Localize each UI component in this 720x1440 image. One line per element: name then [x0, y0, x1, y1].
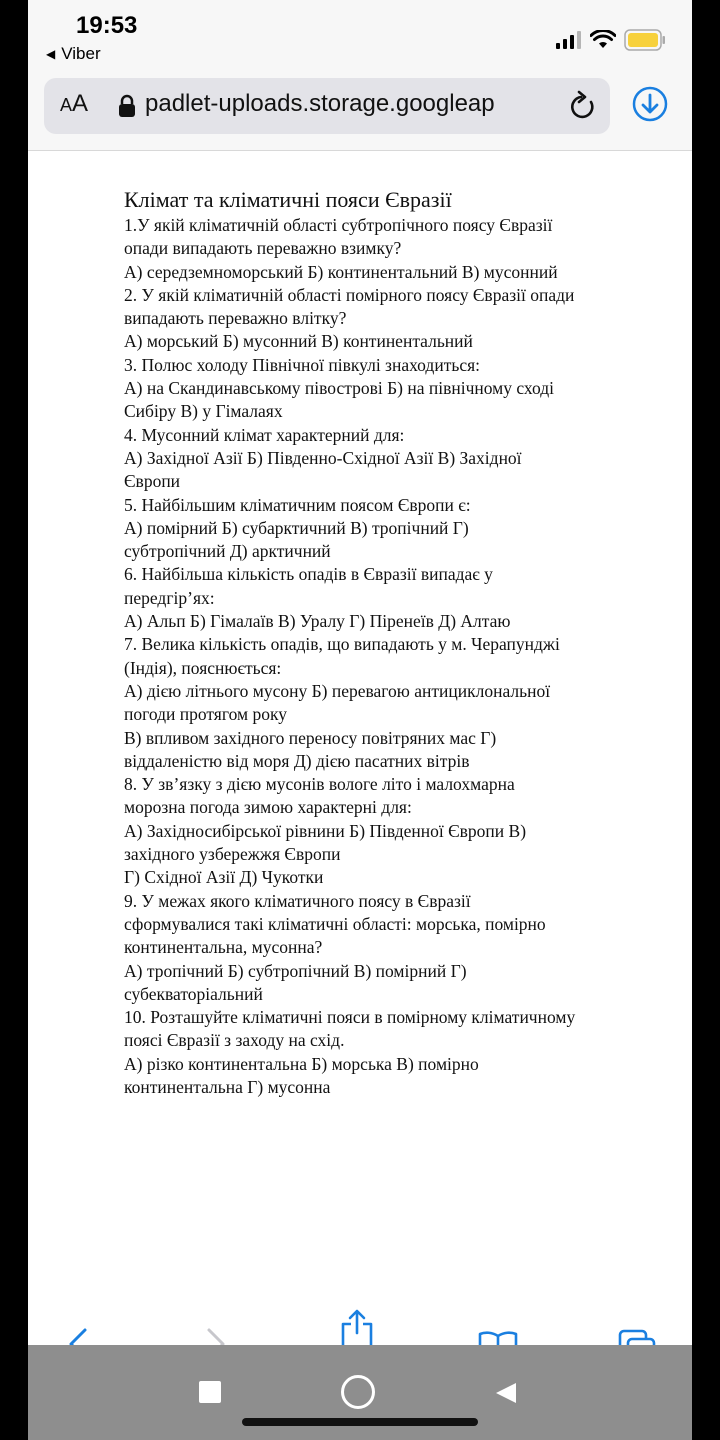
- text-line: А) дією літнього мусону Б) перевагою антициклональної: [124, 680, 551, 701]
- back-app-label: Viber: [61, 44, 101, 63]
- text-line: 1.У якій кліматичній області субтропічного поясу Євразії: [124, 215, 553, 235]
- text-line: континентальна, мусонна?: [124, 937, 323, 958]
- text-line: Сибіру В) у Гімалаях: [124, 401, 283, 422]
- text-line: А) тропічний Б) субтропічний В) помірний Г): [124, 960, 467, 981]
- text-line: погоди протягом року: [124, 704, 287, 725]
- aa-large-label: A: [72, 90, 89, 117]
- text-line: 6. Найбільша кількість опадів в Євразії випадає у: [124, 564, 493, 585]
- text-line: західного узбережжя Європи: [124, 844, 341, 865]
- text-line: А) Альп Б) Гімалаїв В) Уралу Г) Піренеїв Д) Алтаю: [124, 611, 511, 632]
- wifi-icon: [590, 30, 616, 50]
- home-indicator[interactable]: [242, 1418, 478, 1426]
- address-field[interactable]: [44, 78, 610, 134]
- document-title: Клімат та кліматичні пояси Євразії: [124, 187, 452, 212]
- browser-address-bar: [28, 72, 692, 151]
- text-line: А) помірний Б) субарктичний В) тропічний Г): [124, 517, 469, 538]
- status-icons: [556, 28, 666, 52]
- recent-apps-square-icon[interactable]: [199, 1381, 221, 1403]
- text-size-button[interactable]: [60, 90, 88, 118]
- text-line: опади випадають переважно взимку?: [124, 238, 402, 259]
- text-line: А) морський Б) мусонний В) континентальний: [124, 331, 473, 352]
- status-time: 19:53: [76, 12, 138, 39]
- text-line: А) Західної Азії Б) Південно-Східної Азії В) Західної: [124, 447, 522, 468]
- aa-small-label: A: [60, 95, 73, 115]
- text-line: А) різко континентальна Б) морська В) помірно: [124, 1053, 479, 1074]
- text-line: В) впливом західного переносу повітряних мас Г): [124, 727, 497, 748]
- home-circle-icon[interactable]: [341, 1375, 375, 1409]
- text-line: морозна погода зимою характерні для:: [124, 797, 412, 818]
- lock-icon: [118, 94, 136, 118]
- text-line: 8. У зв’язку з дією мусонів вологе літо і малохмарна: [124, 774, 515, 795]
- text-line: А) на Скандинавському півострові Б) на північному сході: [124, 378, 555, 399]
- cellular-signal-icon: [556, 31, 582, 49]
- text-line: поясі Євразії з заходу на схід.: [124, 1030, 345, 1051]
- text-line: випадають переважно влітку?: [124, 308, 347, 329]
- text-line: субекваторіальний: [124, 983, 263, 1004]
- document-page: [124, 186, 664, 1099]
- text-line: 7. Велика кількість опадів, що випадають у м. Черапунджі: [124, 634, 560, 655]
- text-line: 9. У межах якого кліматичного поясу в Євразії: [124, 890, 471, 911]
- right-letterbox: [692, 0, 720, 1440]
- battery-icon: [624, 29, 666, 51]
- text-line: (Індія), пояснюється:: [124, 657, 282, 678]
- status-bar: [28, 0, 692, 72]
- share-icon[interactable]: [340, 1309, 374, 1349]
- text-line: субтропічний Д) арктичний: [124, 541, 331, 562]
- download-icon[interactable]: [632, 86, 668, 122]
- text-line: Європи: [124, 471, 181, 492]
- document-body: [124, 214, 664, 1099]
- back-to-app-link[interactable]: [46, 44, 101, 64]
- text-line: 4. Мусонний клімат характерний для:: [124, 424, 405, 445]
- text-line: 3. Полюс холоду Північної півкулі знаходиться:: [124, 354, 481, 375]
- back-triangle-icon[interactable]: [494, 1381, 518, 1405]
- text-line: 5. Найбільшим кліматичним поясом Європи є:: [124, 494, 471, 515]
- text-line: континентальна Г) мусонна: [124, 1076, 331, 1097]
- left-letterbox: [0, 0, 28, 1440]
- text-line: Г) Східної Азії Д) Чукотки: [124, 867, 324, 888]
- browser-app: [28, 0, 692, 1440]
- text-line: передгір’ях:: [124, 587, 215, 608]
- text-line: віддаленістю від моря Д) дією пасатних вітрів: [124, 750, 470, 771]
- url-text: padlet-uploads.storage.googleap: [145, 90, 495, 117]
- text-line: А) Західносибірської рівнини Б) Південної Європи В): [124, 820, 527, 841]
- reload-icon[interactable]: [568, 90, 598, 122]
- text-line: 2. У якій кліматичній області помірного поясу Євразії опади: [124, 284, 575, 305]
- system-navigation-bar: [28, 1345, 692, 1440]
- text-line: А) середземноморський Б) континентальний В) мусонний: [124, 261, 558, 282]
- bottom-toolbar: [28, 1305, 692, 1345]
- text-line: сформувалися такі кліматичні області: морська, помірно: [124, 913, 546, 934]
- text-line: 10. Розташуйте кліматичні пояси в помірному кліматичному: [124, 1007, 576, 1028]
- back-triangle-icon: ◀: [46, 47, 56, 61]
